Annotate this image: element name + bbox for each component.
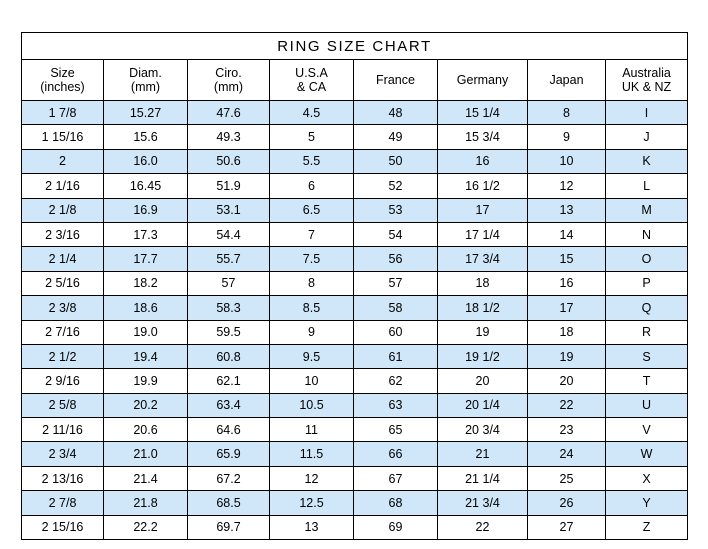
- table-cell: 53.1: [188, 198, 270, 222]
- table-cell: 16: [528, 271, 606, 295]
- table-cell: 15.27: [104, 101, 188, 125]
- table-row: [22, 247, 688, 271]
- table-cell: 63.4: [188, 393, 270, 417]
- table-cell: 62: [354, 369, 438, 393]
- column-header-line2: UK & NZ: [621, 80, 672, 94]
- table-cell: 17.7: [104, 247, 188, 271]
- table-cell: 19.4: [104, 344, 188, 368]
- chart-container: [21, 32, 687, 540]
- table-cell: 21 1/4: [438, 466, 528, 490]
- table-row: [22, 369, 688, 393]
- table-cell: 5.5: [270, 149, 354, 173]
- table-cell: 47.6: [188, 101, 270, 125]
- table-cell: 8: [270, 271, 354, 295]
- table-row: [22, 344, 688, 368]
- table-cell: 20 3/4: [438, 418, 528, 442]
- column-header-line2: (mm): [213, 80, 244, 94]
- table-cell: 18: [438, 271, 528, 295]
- table-cell: 62.1: [188, 369, 270, 393]
- table-cell: 10: [270, 369, 354, 393]
- column-header-line2: & CA: [296, 80, 327, 94]
- table-cell: 15 1/4: [438, 101, 528, 125]
- column-header-line1: Size: [50, 66, 75, 80]
- table-cell: 67: [354, 466, 438, 490]
- table-cell: 2 9/16: [22, 369, 104, 393]
- table-cell: 7.5: [270, 247, 354, 271]
- table-row: [22, 198, 688, 222]
- column-header-line1: U.S.A: [295, 66, 328, 80]
- table-cell: 49.3: [188, 125, 270, 149]
- table-cell: 61: [354, 344, 438, 368]
- table-cell: 2 3/8: [22, 296, 104, 320]
- table-row: [22, 125, 688, 149]
- table-cell: 64.6: [188, 418, 270, 442]
- table-cell: 2 1/8: [22, 198, 104, 222]
- table-cell: 19: [528, 344, 606, 368]
- table-cell: 2 5/8: [22, 393, 104, 417]
- table-cell: P: [606, 271, 688, 295]
- table-cell: 66: [354, 442, 438, 466]
- table-row: [22, 491, 688, 515]
- table-cell: 17: [438, 198, 528, 222]
- table-cell: 54: [354, 222, 438, 246]
- table-row: [22, 271, 688, 295]
- table-cell: 50.6: [188, 149, 270, 173]
- column-header: [270, 60, 354, 101]
- column-header-line1: Germany: [456, 73, 509, 87]
- table-cell: 68.5: [188, 491, 270, 515]
- table-cell: Z: [606, 515, 688, 539]
- table-cell: 5: [270, 125, 354, 149]
- table-cell: 65.9: [188, 442, 270, 466]
- table-cell: S: [606, 344, 688, 368]
- table-cell: 9.5: [270, 344, 354, 368]
- table-cell: 2 13/16: [22, 466, 104, 490]
- table-cell: 2: [22, 149, 104, 173]
- table-row: [22, 174, 688, 198]
- table-cell: 11.5: [270, 442, 354, 466]
- column-header-line2: (mm): [130, 80, 161, 94]
- table-cell: U: [606, 393, 688, 417]
- table-cell: 17.3: [104, 222, 188, 246]
- table-cell: 2 3/4: [22, 442, 104, 466]
- table-cell: K: [606, 149, 688, 173]
- ring-size-table: [21, 32, 688, 540]
- table-cell: 18 1/2: [438, 296, 528, 320]
- column-header: [528, 60, 606, 101]
- table-title-row: [22, 33, 688, 60]
- table-cell: 68: [354, 491, 438, 515]
- table-cell: 14: [528, 222, 606, 246]
- table-row: [22, 393, 688, 417]
- table-row: [22, 466, 688, 490]
- table-cell: 2 1/16: [22, 174, 104, 198]
- table-cell: T: [606, 369, 688, 393]
- table-cell: 58: [354, 296, 438, 320]
- table-row: [22, 149, 688, 173]
- column-header: [104, 60, 188, 101]
- table-cell: 20.6: [104, 418, 188, 442]
- table-row: [22, 296, 688, 320]
- table-cell: 21.8: [104, 491, 188, 515]
- table-cell: 60.8: [188, 344, 270, 368]
- table-cell: W: [606, 442, 688, 466]
- table-cell: 19: [438, 320, 528, 344]
- table-cell: 25: [528, 466, 606, 490]
- table-cell: 2 1/4: [22, 247, 104, 271]
- table-cell: 24: [528, 442, 606, 466]
- table-cell: 63: [354, 393, 438, 417]
- table-header-row: [22, 60, 688, 101]
- table-cell: 16.45: [104, 174, 188, 198]
- table-cell: 15.6: [104, 125, 188, 149]
- table-cell: 69.7: [188, 515, 270, 539]
- table-cell: 53: [354, 198, 438, 222]
- table-cell: O: [606, 247, 688, 271]
- table-cell: 57: [354, 271, 438, 295]
- table-cell: X: [606, 466, 688, 490]
- table-cell: 17 1/4: [438, 222, 528, 246]
- table-cell: 10: [528, 149, 606, 173]
- table-cell: 52: [354, 174, 438, 198]
- table-cell: 59.5: [188, 320, 270, 344]
- page-title: RING SIZE CHART: [22, 33, 688, 60]
- table-cell: 18.2: [104, 271, 188, 295]
- table-cell: 8: [528, 101, 606, 125]
- table-cell: 19 1/2: [438, 344, 528, 368]
- table-cell: 16.0: [104, 149, 188, 173]
- table-cell: J: [606, 125, 688, 149]
- table-cell: 2 11/16: [22, 418, 104, 442]
- table-cell: 7: [270, 222, 354, 246]
- table-cell: 20 1/4: [438, 393, 528, 417]
- column-header: [354, 60, 438, 101]
- table-cell: 2 15/16: [22, 515, 104, 539]
- table-row: [22, 222, 688, 246]
- table-cell: 23: [528, 418, 606, 442]
- table-cell: 60: [354, 320, 438, 344]
- column-header: [22, 60, 104, 101]
- table-cell: 9: [528, 125, 606, 149]
- table-cell: 17 3/4: [438, 247, 528, 271]
- column-header-line1: Japan: [549, 73, 584, 87]
- table-cell: 67.2: [188, 466, 270, 490]
- table-cell: 9: [270, 320, 354, 344]
- table-cell: 16: [438, 149, 528, 173]
- table-cell: Y: [606, 491, 688, 515]
- table-row: [22, 101, 688, 125]
- table-cell: 19.9: [104, 369, 188, 393]
- column-header: [606, 60, 688, 101]
- table-cell: 20.2: [104, 393, 188, 417]
- table-row: [22, 320, 688, 344]
- table-cell: R: [606, 320, 688, 344]
- table-cell: 51.9: [188, 174, 270, 198]
- table-cell: 6: [270, 174, 354, 198]
- table-cell: 13: [528, 198, 606, 222]
- table-cell: 2 7/8: [22, 491, 104, 515]
- column-header: [188, 60, 270, 101]
- table-cell: 2 1/2: [22, 344, 104, 368]
- table-row: [22, 515, 688, 539]
- table-cell: 18: [528, 320, 606, 344]
- column-header-line1: Diam.: [129, 66, 162, 80]
- column-header-line2: (inches): [40, 80, 85, 94]
- table-cell: 13: [270, 515, 354, 539]
- table-cell: 21 3/4: [438, 491, 528, 515]
- table-cell: 57: [188, 271, 270, 295]
- table-cell: Q: [606, 296, 688, 320]
- table-cell: 10.5: [270, 393, 354, 417]
- table-cell: 22: [528, 393, 606, 417]
- table-cell: L: [606, 174, 688, 198]
- table-cell: 19.0: [104, 320, 188, 344]
- table-cell: 16.9: [104, 198, 188, 222]
- table-cell: 8.5: [270, 296, 354, 320]
- table-cell: 6.5: [270, 198, 354, 222]
- table-cell: 17: [528, 296, 606, 320]
- table-cell: 22.2: [104, 515, 188, 539]
- table-cell: 49: [354, 125, 438, 149]
- table-cell: 55.7: [188, 247, 270, 271]
- table-cell: 54.4: [188, 222, 270, 246]
- table-cell: 12: [528, 174, 606, 198]
- table-cell: 20: [528, 369, 606, 393]
- table-cell: 21.0: [104, 442, 188, 466]
- table-cell: V: [606, 418, 688, 442]
- table-cell: 20: [438, 369, 528, 393]
- table-cell: 48: [354, 101, 438, 125]
- table-cell: 22: [438, 515, 528, 539]
- table-cell: 1 7/8: [22, 101, 104, 125]
- table-cell: 1 15/16: [22, 125, 104, 149]
- table-cell: 16 1/2: [438, 174, 528, 198]
- table-cell: 4.5: [270, 101, 354, 125]
- table-cell: 15 3/4: [438, 125, 528, 149]
- column-header-line1: France: [376, 73, 415, 87]
- table-cell: 2 3/16: [22, 222, 104, 246]
- table-cell: M: [606, 198, 688, 222]
- table-cell: I: [606, 101, 688, 125]
- table-cell: 58.3: [188, 296, 270, 320]
- table-cell: 2 7/16: [22, 320, 104, 344]
- table-cell: 21: [438, 442, 528, 466]
- column-header: [438, 60, 528, 101]
- table-cell: 69: [354, 515, 438, 539]
- table-cell: 12.5: [270, 491, 354, 515]
- table-cell: 50: [354, 149, 438, 173]
- column-header-line1: Australia: [622, 66, 671, 80]
- table-cell: 11: [270, 418, 354, 442]
- table-cell: 18.6: [104, 296, 188, 320]
- table-cell: 56: [354, 247, 438, 271]
- table-cell: 15: [528, 247, 606, 271]
- column-header-line1: Ciro.: [215, 66, 242, 80]
- table-cell: 12: [270, 466, 354, 490]
- table-row: [22, 418, 688, 442]
- table-cell: 65: [354, 418, 438, 442]
- table-cell: N: [606, 222, 688, 246]
- table-cell: 21.4: [104, 466, 188, 490]
- table-row: [22, 442, 688, 466]
- table-cell: 27: [528, 515, 606, 539]
- table-cell: 2 5/16: [22, 271, 104, 295]
- table-cell: 26: [528, 491, 606, 515]
